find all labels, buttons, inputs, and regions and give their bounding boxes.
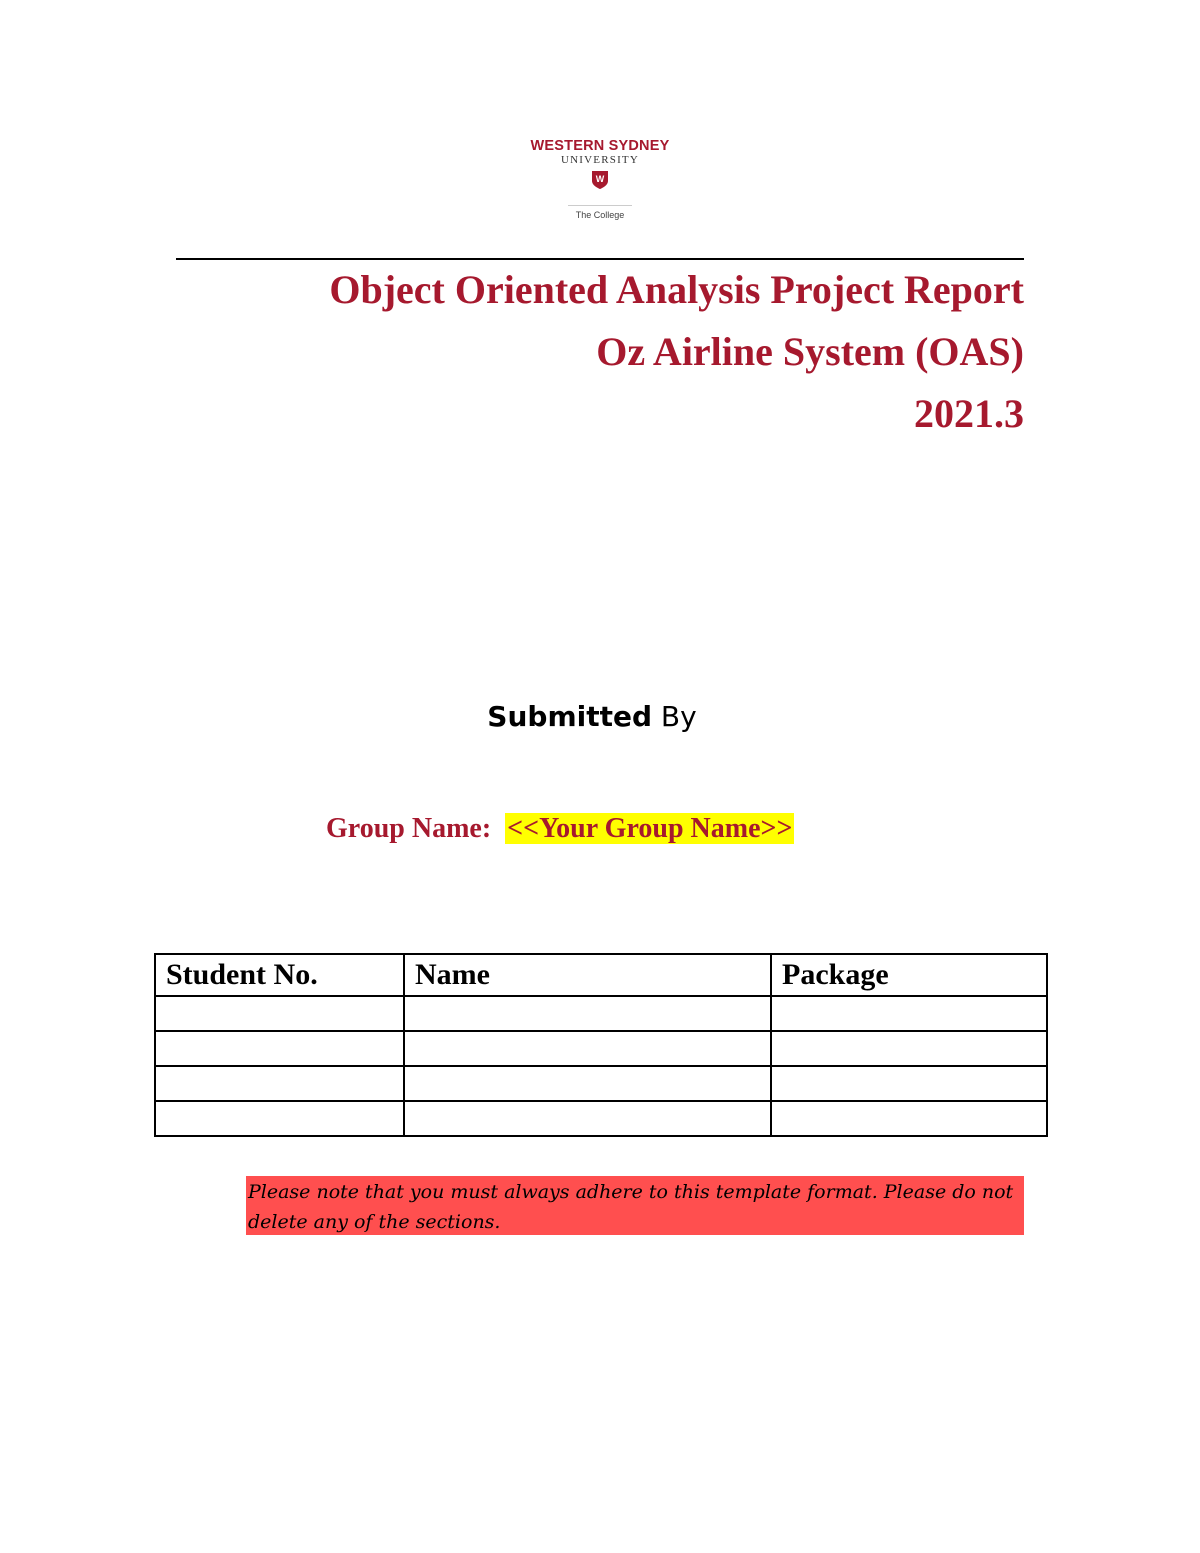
logo-text-primary: WESTERN SYDNEY: [530, 138, 670, 154]
table-header-row: [155, 954, 1047, 996]
submitted-label: Submitted: [487, 700, 653, 733]
template-note: Please note that you must always adhere to this template format. Please do not delete any of the sections.: [246, 1176, 1024, 1235]
group-name-line: [326, 810, 794, 848]
logo-subtitle: The College: [575, 210, 625, 220]
group-name-label: Group Name:: [326, 813, 492, 844]
table-row: [155, 1066, 1047, 1101]
logo-text-secondary: UNIVERSITY: [561, 154, 639, 166]
header-package: Package: [771, 954, 1047, 996]
students-table: [154, 953, 1048, 1137]
logo-divider: [568, 205, 632, 206]
shield-letter: W: [595, 174, 605, 184]
table-cell[interactable]: [155, 1031, 404, 1066]
university-logo: [520, 138, 680, 238]
table-row: [155, 1031, 1047, 1066]
by-label: By: [660, 700, 697, 733]
table-cell[interactable]: [771, 996, 1047, 1031]
table-cell[interactable]: [155, 1101, 404, 1136]
title-block: [176, 264, 1024, 450]
table-row: [155, 996, 1047, 1031]
table-cell[interactable]: [771, 1031, 1047, 1066]
title-line-1: Object Oriented Analysis Project Report: [329, 267, 1024, 312]
header-student-no: Student No.: [155, 954, 404, 996]
table-cell[interactable]: [404, 1066, 771, 1101]
title-line-2: Oz Airline System (OAS): [596, 329, 1024, 374]
table-row: [155, 1101, 1047, 1136]
table-cell[interactable]: [771, 1066, 1047, 1101]
table-cell[interactable]: [155, 996, 404, 1031]
header-name: Name: [404, 954, 771, 996]
table-cell[interactable]: [404, 1101, 771, 1136]
table-cell[interactable]: [771, 1101, 1047, 1136]
group-name-value: <<Your Group Name>>: [507, 813, 793, 844]
table-cell[interactable]: [404, 1031, 771, 1066]
header-rule: [176, 258, 1024, 260]
table-cell[interactable]: [155, 1066, 404, 1101]
title-line-3: 2021.3: [914, 391, 1024, 436]
table-cell[interactable]: [404, 996, 771, 1031]
shield-icon: [591, 170, 609, 190]
submitted-by-heading: [0, 700, 1184, 733]
